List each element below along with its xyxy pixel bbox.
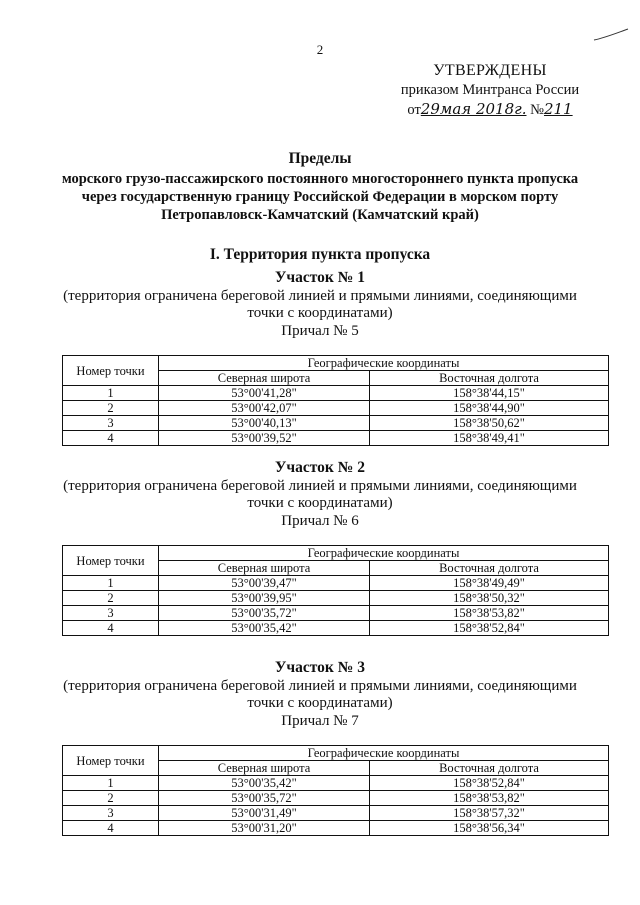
header-point-number: Номер точки	[63, 356, 159, 386]
title-line-1: Пределы	[288, 150, 352, 167]
table-row	[63, 386, 609, 401]
table-row	[63, 606, 609, 621]
approval-number: 211	[543, 100, 573, 118]
approval-number-label: №	[530, 102, 544, 118]
header-east-longitude: Восточная долгота	[370, 761, 609, 776]
plot-description-cont: точки с координатами)	[247, 695, 393, 711]
point-number: 2	[63, 591, 159, 606]
point-number: 1	[63, 776, 159, 791]
latitude-value: 53°00'39,52"	[159, 431, 370, 446]
table-row	[63, 791, 609, 806]
latitude-value: 53°00'39,47"	[159, 576, 370, 591]
latitude-value: 53°00'35,72"	[159, 606, 370, 621]
plot-title: Участок № 3	[275, 659, 365, 676]
approval-heading: УТВЕРЖДЕНЫ	[433, 62, 547, 79]
header-geo-coords: Географические координаты	[159, 356, 609, 371]
point-number: 3	[63, 806, 159, 821]
point-number: 2	[63, 401, 159, 416]
longitude-value: 158°38'53,82"	[370, 606, 609, 621]
point-number: 1	[63, 386, 159, 401]
table-row	[63, 431, 609, 446]
longitude-value: 158°38'50,62"	[370, 416, 609, 431]
coordinates-table	[62, 355, 609, 446]
title-line-2: морского грузо-пассажирского постоянного многостороннего пункта пропуска	[61, 171, 579, 187]
header-point-number: Номер точки	[63, 546, 159, 576]
longitude-value: 158°38'49,41"	[370, 431, 609, 446]
latitude-value: 53°00'41,28"	[159, 386, 370, 401]
table-row	[63, 576, 609, 591]
longitude-value: 158°38'57,32"	[370, 806, 609, 821]
header-east-longitude: Восточная долгота	[370, 561, 609, 576]
table-row	[63, 776, 609, 791]
longitude-value: 158°38'49,49"	[370, 576, 609, 591]
header-geo-coords: Географические координаты	[159, 746, 609, 761]
header-point-number: Номер точки	[63, 746, 159, 776]
approval-date: 29мая 2018г.	[420, 100, 527, 118]
header-north-latitude: Северная широта	[159, 371, 370, 386]
plot-description-cont: точки с координатами)	[247, 495, 393, 511]
latitude-value: 53°00'39,95"	[159, 591, 370, 606]
approval-stamp	[380, 62, 600, 119]
point-number: 3	[63, 606, 159, 621]
plot-description-cont: точки с координатами)	[247, 305, 393, 321]
approval-from-label: от	[407, 102, 421, 118]
plot-title: Участок № 1	[275, 269, 365, 286]
page-number: 2	[316, 42, 324, 57]
latitude-value: 53°00'42,07"	[159, 401, 370, 416]
plot-description: (территория ограничена береговой линией и прямыми линиями, соединяющими	[63, 288, 577, 304]
point-number: 1	[63, 576, 159, 591]
table-row	[63, 416, 609, 431]
latitude-value: 53°00'35,42"	[159, 776, 370, 791]
plot-description: (территория ограничена береговой линией и прямыми линиями, соединяющими	[63, 478, 577, 494]
approval-date-line	[380, 100, 600, 119]
document-title	[40, 150, 600, 224]
pier-label: Причал № 6	[281, 513, 359, 529]
longitude-value: 158°38'44,90"	[370, 401, 609, 416]
plot-block	[40, 268, 600, 340]
header-north-latitude: Северная широта	[159, 761, 370, 776]
plot-block	[40, 458, 600, 530]
table-row	[63, 821, 609, 836]
header-geo-coords: Географические координаты	[159, 546, 609, 561]
pen-mark-icon	[592, 28, 630, 42]
approval-order: приказом Минтранса России	[400, 82, 580, 98]
plot-description: (территория ограничена береговой линией и прямыми линиями, соединяющими	[63, 678, 577, 694]
title-line-3: через государственную границу Российской Федерации в морском порту	[81, 189, 559, 205]
title-line-4: Петропавловск-Камчатский (Камчатский край)	[161, 207, 479, 223]
table-row	[63, 621, 609, 636]
plot-block	[40, 658, 600, 730]
header-east-longitude: Восточная долгота	[370, 371, 609, 386]
pier-label: Причал № 7	[281, 713, 359, 729]
point-number: 2	[63, 791, 159, 806]
plot-title: Участок № 2	[275, 459, 365, 476]
table-row	[63, 591, 609, 606]
latitude-value: 53°00'35,72"	[159, 791, 370, 806]
coordinates-table	[62, 545, 609, 636]
header-north-latitude: Северная широта	[159, 561, 370, 576]
point-number: 3	[63, 416, 159, 431]
section-heading: I. Территория пункта пропуска	[209, 246, 431, 263]
point-number: 4	[63, 621, 159, 636]
latitude-value: 53°00'40,13"	[159, 416, 370, 431]
coordinates-table	[62, 745, 609, 836]
table-row	[63, 401, 609, 416]
latitude-value: 53°00'31,49"	[159, 806, 370, 821]
pier-label: Причал № 5	[281, 323, 359, 339]
point-number: 4	[63, 431, 159, 446]
longitude-value: 158°38'53,82"	[370, 791, 609, 806]
longitude-value: 158°38'44,15"	[370, 386, 609, 401]
longitude-value: 158°38'52,84"	[370, 776, 609, 791]
table-row	[63, 806, 609, 821]
latitude-value: 53°00'31,20"	[159, 821, 370, 836]
point-number: 4	[63, 821, 159, 836]
longitude-value: 158°38'50,32"	[370, 591, 609, 606]
latitude-value: 53°00'35,42"	[159, 621, 370, 636]
longitude-value: 158°38'56,34"	[370, 821, 609, 836]
longitude-value: 158°38'52,84"	[370, 621, 609, 636]
